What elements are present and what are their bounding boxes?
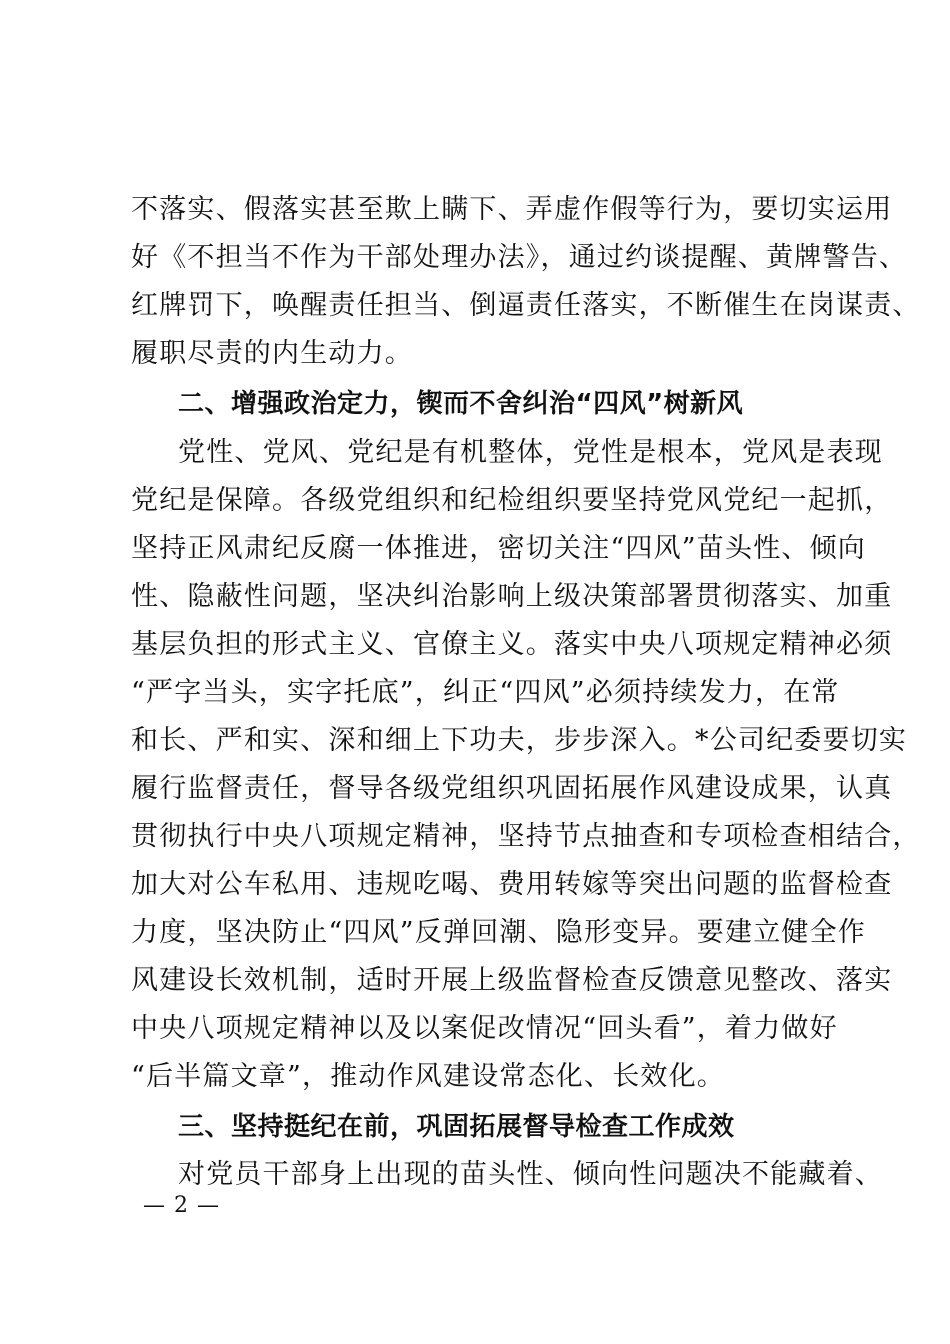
paragraph-line: 力度，坚决防止“四风”反弹回潮、隐形变异。要建立健全作 [131, 917, 867, 948]
section-heading-two: 二、增强政治定力，锲而不舍纠治“四风”树新风 [178, 389, 744, 419]
paragraph-line: 履职尽责的内生动力。 [131, 338, 413, 369]
paragraph-line: 党纪是保障。各级党组织和纪检组织要坚持党风党纪一起抓， [131, 485, 893, 516]
paragraph-line: 贯彻执行中央八项规定精神，坚持节点抽查和专项检查相结合， [131, 821, 921, 852]
paragraph-line: 好《不担当不作为干部处理办法》，通过约谈提醒、黄牌警告、 [131, 242, 908, 273]
paragraph-line: “后半篇文章”，推动作风建设常态化、长效化。 [131, 1061, 726, 1092]
paragraph-line: 履行监督责任，督导各级党组织巩固拓展作风建设成果，认真 [131, 773, 893, 804]
page-number: — 2 — [143, 1193, 220, 1218]
paragraph-line: “严字当头，实字托底”，纠正“四风”必须持续发力，在常 [131, 677, 840, 708]
paragraph-line: 基层负担的形式主义、官僚主义。落实中央八项规定精神必须 [131, 629, 893, 660]
paragraph-line: 和长、严和实、深和细上下功夫，步步深入。*公司纪委要切实 [131, 725, 908, 756]
paragraph-line: 性、隐蔽性问题，坚决纠治影响上级决策部署贯彻落实、加重 [131, 581, 893, 612]
section-heading-three: 三、坚持挺纪在前，巩固拓展督导检查工作成效 [178, 1112, 735, 1142]
paragraph-line: 党性、党风、党纪是有机整体，党性是根本，党风是表现 [178, 437, 883, 468]
paragraph-line: 坚持正风肃纪反腐一体推进，密切关注“四风”苗头性、倾向 [131, 533, 867, 564]
paragraph-line: 中央八项规定精神以及以案促改情况“回头看”，着力做好 [131, 1013, 838, 1044]
paragraph-line: 风建设长效机制，适时开展上级监督检查反馈意见整改、落实 [131, 965, 893, 996]
paragraph-line: 不落实、假落实甚至欺上瞒下、弄虚作假等行为，要切实运用 [131, 194, 893, 225]
paragraph-line: 红牌罚下，唤醒责任担当、倒逼责任落实，不断催生在岗谋责、 [131, 290, 921, 321]
paragraph-line: 对党员干部身上出现的苗头性、倾向性问题决不能藏着、 [178, 1159, 883, 1190]
paragraph-line: 加大对公车私用、违规吃喝、费用转嫁等突出问题的监督检查 [131, 869, 893, 900]
